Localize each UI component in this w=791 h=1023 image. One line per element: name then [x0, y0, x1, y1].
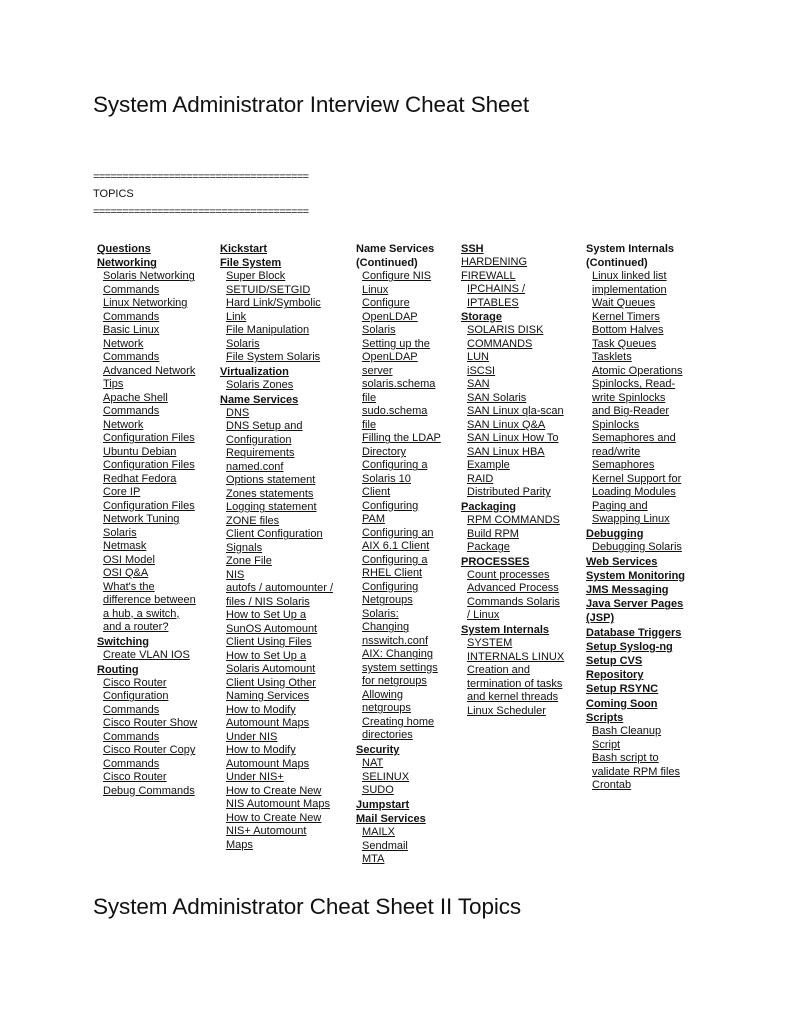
topic-link[interactable]: Link: [226, 310, 247, 323]
topic-link[interactable]: Configure: [362, 297, 410, 310]
section-heading-link[interactable]: Coming Soon: [586, 697, 658, 710]
topic-link[interactable]: read/write: [592, 445, 641, 458]
section-heading-link[interactable]: Name Services: [220, 393, 299, 406]
topic-link[interactable]: Configuring an: [362, 526, 434, 539]
topic-link[interactable]: / Linux: [467, 609, 500, 622]
topic-link[interactable]: Cisco Router: [103, 676, 167, 689]
topic-link[interactable]: Tips: [103, 378, 124, 391]
topic-link[interactable]: RAID: [467, 472, 494, 485]
topic-link[interactable]: Solaris: [362, 324, 396, 337]
section-heading-link[interactable]: Repository: [586, 669, 644, 682]
section-heading-link[interactable]: Networking: [97, 257, 157, 270]
topic-link[interactable]: Setting up the: [362, 337, 430, 350]
topic-link[interactable]: NIS Automount Maps: [226, 798, 330, 811]
topic-link[interactable]: Atomic Operations: [592, 364, 683, 377]
topic-link[interactable]: nsswitch.conf: [362, 634, 429, 647]
topic-link[interactable]: file: [362, 391, 377, 404]
topic-link[interactable]: LUN: [467, 351, 490, 364]
topic-link[interactable]: Options statement: [226, 474, 316, 487]
section-heading-link[interactable]: File System: [220, 257, 282, 270]
topic-link[interactable]: write Spinlocks: [592, 391, 666, 404]
topic-link[interactable]: Ubuntu Debian: [103, 445, 177, 458]
topic-link[interactable]: Package: [467, 541, 510, 554]
topic-link[interactable]: Creation and: [467, 664, 530, 677]
topic-link[interactable]: IPCHAINS /: [467, 283, 526, 296]
topic-link[interactable]: file: [362, 418, 377, 431]
topic-link[interactable]: OpenLDAP: [362, 310, 418, 323]
topic-link[interactable]: Under NIS: [226, 730, 278, 743]
section-heading-link[interactable]: Jumpstart: [356, 798, 410, 811]
topic-link[interactable]: implementation: [592, 283, 667, 296]
topic-link[interactable]: autofs / automounter /: [226, 582, 334, 595]
topic-link[interactable]: Count processes: [467, 568, 550, 581]
topic-link[interactable]: for netgroups: [362, 675, 427, 688]
topic-link[interactable]: OSI Q&A: [103, 567, 149, 580]
section-heading-link[interactable]: Setup Syslog-ng: [586, 640, 673, 653]
section-heading-link[interactable]: Scripts: [586, 711, 624, 724]
topic-link[interactable]: sudo.schema: [362, 405, 428, 418]
section-heading-link[interactable]: Switching: [97, 635, 149, 648]
topic-link[interactable]: Configuring a: [362, 553, 428, 566]
topic-link[interactable]: Spinlocks: [592, 418, 640, 431]
topic-link[interactable]: Distributed Parity: [467, 486, 551, 499]
section-heading-link[interactable]: Setup RSYNC: [586, 683, 659, 696]
topic-link[interactable]: PAM: [362, 513, 386, 526]
topic-link[interactable]: NIS: [226, 568, 245, 581]
section-heading-link[interactable]: Mail Services: [356, 812, 426, 825]
topic-link[interactable]: Bash Cleanup: [592, 725, 662, 738]
topic-link[interactable]: Semaphores and: [592, 432, 676, 445]
topic-link[interactable]: Commands: [103, 730, 160, 743]
divider-top: =====================================: [93, 171, 309, 183]
topic-link[interactable]: Changing: [362, 621, 410, 634]
topic-link[interactable]: Naming Services: [226, 690, 310, 703]
topic-link[interactable]: Configure NIS: [362, 270, 432, 283]
topic-link[interactable]: Zone File: [226, 555, 272, 568]
topic-link[interactable]: How to Set Up a: [226, 649, 307, 662]
topic-link[interactable]: Creating home: [362, 715, 435, 728]
topic-link[interactable]: and a router?: [103, 621, 169, 634]
topic-link[interactable]: Configuration Files: [103, 499, 195, 512]
topic-link[interactable]: Paging and: [592, 499, 648, 512]
topic-column-5: [586, 242, 712, 793]
topic-link[interactable]: Solaris: [226, 337, 260, 350]
section-heading-link[interactable]: Questions: [97, 243, 151, 255]
topic-link[interactable]: Apache Shell: [103, 391, 168, 404]
topic-link[interactable]: Advanced Process: [467, 582, 559, 595]
topic-link[interactable]: Redhat Fedora: [103, 472, 177, 485]
topic-link[interactable]: Bash script to: [592, 752, 659, 765]
topic-link[interactable]: SAN Linux How To: [467, 432, 559, 445]
topic-link[interactable]: Commands: [103, 703, 160, 716]
topic-link[interactable]: Commands: [103, 757, 160, 770]
topic-link[interactable]: AIX: Changing: [362, 648, 433, 661]
topic-link[interactable]: system settings: [362, 661, 438, 674]
topic-link[interactable]: Configuration: [226, 433, 292, 446]
topic-link[interactable]: Bottom Halves: [592, 324, 664, 337]
topic-link[interactable]: HARDENING: [461, 256, 528, 269]
topic-column-2: [220, 242, 346, 852]
topic-link[interactable]: difference between: [103, 594, 196, 607]
topic-link[interactable]: SAN Linux HBA: [467, 445, 545, 458]
topic-link[interactable]: files / NIS Solaris: [226, 595, 310, 608]
topic-link[interactable]: Kernel Timers: [592, 310, 660, 323]
topic-link[interactable]: Automount Maps: [226, 717, 310, 730]
topic-link[interactable]: How to Create New: [226, 811, 322, 824]
topic-link[interactable]: Network Tuning: [103, 513, 180, 526]
section-heading-link[interactable]: (JSP): [586, 612, 615, 625]
topic-link[interactable]: SAN Linux qla-scan: [467, 405, 564, 418]
topic-column-4: [461, 242, 587, 718]
topic-link[interactable]: Linux Networking: [103, 297, 188, 310]
section-heading-link[interactable]: SSH: [461, 243, 484, 255]
topic-column-1: [97, 242, 223, 798]
topic-link[interactable]: RHEL Client: [362, 567, 423, 580]
topic-link[interactable]: FIREWALL: [461, 269, 516, 282]
topic-link[interactable]: named.conf: [226, 460, 284, 473]
topic-link[interactable]: DNS Setup and: [226, 420, 303, 433]
topic-link[interactable]: Linux Scheduler: [467, 704, 546, 717]
topic-link[interactable]: Client Using Files: [226, 636, 312, 649]
topic-link[interactable]: Loading Modules: [592, 486, 676, 499]
section-heading-link[interactable]: Kickstart: [220, 243, 268, 255]
topic-link[interactable]: Commands: [103, 405, 160, 418]
topic-link[interactable]: OSI Model: [103, 553, 155, 566]
topic-link[interactable]: SUDO: [362, 784, 394, 797]
section-heading-link[interactable]: Database Triggers: [586, 626, 682, 639]
topic-link[interactable]: Filling the LDAP: [362, 432, 441, 445]
section-heading-link[interactable]: Debugging: [586, 527, 644, 540]
topic-link[interactable]: Automount Maps: [226, 757, 310, 770]
topic-link[interactable]: Cisco Router Show: [103, 717, 198, 730]
topic-link[interactable]: Debug Commands: [103, 784, 195, 797]
topic-link[interactable]: Client: [362, 486, 391, 499]
topic-link[interactable]: Solaris Networking: [103, 270, 195, 283]
section-heading: (Continued): [586, 257, 648, 270]
topic-link[interactable]: Hard Link/Symbolic: [226, 297, 321, 310]
topic-link[interactable]: Network: [103, 337, 144, 350]
topic-link[interactable]: and Big-Reader: [592, 405, 670, 418]
topic-link[interactable]: Crontab: [592, 779, 632, 792]
topic-link[interactable]: SAN: [467, 378, 490, 391]
topic-link[interactable]: Netmask: [103, 540, 147, 553]
page-title: System Administrator Interview Cheat Sheet: [93, 92, 529, 117]
section-heading-link[interactable]: System Monitoring: [586, 569, 686, 582]
topic-link[interactable]: Commands: [103, 283, 160, 296]
divider-bottom: =====================================: [93, 206, 309, 218]
topic-link[interactable]: Advanced Network: [103, 364, 196, 377]
section-heading-link[interactable]: Web Services: [586, 555, 658, 568]
section-heading-link[interactable]: Routing: [97, 663, 139, 676]
topic-link[interactable]: Cisco Router: [103, 771, 167, 784]
topic-link[interactable]: Basic Linux: [103, 324, 160, 337]
section-heading-link[interactable]: Packaging: [461, 500, 517, 513]
section-heading: Name Services: [356, 243, 435, 255]
topic-link[interactable]: iSCSI: [467, 364, 496, 377]
topic-link[interactable]: File Manipulation: [226, 324, 310, 337]
topic-link[interactable]: How to Modify: [226, 744, 296, 757]
topic-link[interactable]: Under NIS+: [226, 771, 284, 784]
topic-link[interactable]: Zones statements: [226, 487, 314, 500]
topic-link[interactable]: Configuration Files: [103, 432, 195, 445]
topic-link[interactable]: directories: [362, 729, 413, 742]
topic-link[interactable]: Commands: [103, 310, 160, 323]
topic-link[interactable]: How to Set Up a: [226, 609, 307, 622]
topic-link[interactable]: Spinlocks, Read-: [592, 378, 676, 391]
section-heading-link[interactable]: Setup CVS: [586, 655, 643, 668]
topic-link[interactable]: Netgroups: [362, 594, 413, 607]
topic-link[interactable]: Commands: [103, 351, 160, 364]
topic-link[interactable]: Solaris 10: [362, 472, 411, 485]
topic-link[interactable]: Commands Solaris: [467, 595, 560, 608]
topic-link[interactable]: Script: [592, 738, 621, 751]
topic-link[interactable]: server: [362, 364, 393, 377]
topic-link[interactable]: Configuration: [103, 690, 169, 703]
topic-link[interactable]: Allowing: [362, 688, 403, 701]
topic-link[interactable]: IPTABLES: [467, 296, 519, 309]
topic-link[interactable]: File System Solaris: [226, 351, 321, 364]
topic-link[interactable]: NAT: [362, 757, 384, 770]
topic-link[interactable]: SAN Linux Q&A: [467, 418, 546, 431]
topic-link[interactable]: a hub, a switch,: [103, 607, 180, 620]
topic-link[interactable]: Linux linked list: [592, 270, 667, 283]
topic-link[interactable]: Directory: [362, 445, 407, 458]
topic-link[interactable]: What's the: [103, 580, 155, 593]
topic-link[interactable]: Super Block: [226, 270, 286, 283]
topic-link[interactable]: Configuring: [362, 499, 419, 512]
section-heading-link[interactable]: Security: [356, 743, 400, 756]
topic-link[interactable]: AIX 6.1 Client: [362, 540, 430, 553]
topic-link[interactable]: Wait Queues: [592, 297, 656, 310]
topic-link[interactable]: Create VLAN IOS: [103, 649, 190, 662]
topic-link[interactable]: termination of tasks: [467, 677, 563, 690]
section-heading: System Internals: [586, 243, 675, 255]
topic-link[interactable]: Configuration Files: [103, 459, 195, 472]
topics-label: TOPICS: [93, 188, 134, 200]
topic-link[interactable]: DNS: [226, 406, 250, 419]
topic-link[interactable]: ZONE files: [226, 514, 280, 527]
topic-link[interactable]: Swapping Linux: [592, 513, 670, 526]
topic-link[interactable]: Client Configuration: [226, 528, 323, 541]
topic-link[interactable]: and kernel threads: [467, 691, 559, 704]
topic-link[interactable]: Logging statement: [226, 501, 317, 514]
topic-link[interactable]: Solaris: [103, 526, 137, 539]
topic-link[interactable]: RPM COMMANDS: [467, 514, 560, 527]
topic-link[interactable]: Semaphores: [592, 459, 655, 472]
section-heading-link[interactable]: Virtualization: [220, 365, 289, 378]
topic-link[interactable]: Configuring: [362, 580, 419, 593]
topic-link[interactable]: Solaris Automount: [226, 663, 316, 676]
section-heading-link[interactable]: Storage: [461, 311, 502, 324]
topic-link[interactable]: Sendmail: [362, 839, 408, 852]
topic-link[interactable]: Cisco Router Copy: [103, 744, 196, 757]
topic-link[interactable]: Debugging Solaris: [592, 541, 682, 554]
topic-link[interactable]: SETUID/SETGID: [226, 283, 311, 296]
topic-link[interactable]: Build RPM: [467, 527, 519, 540]
topic-link[interactable]: OpenLDAP: [362, 351, 418, 364]
topic-link[interactable]: INTERNALS LINUX: [467, 650, 565, 663]
topic-link[interactable]: Solaris:: [362, 607, 399, 620]
topic-link[interactable]: MAILX: [362, 826, 396, 839]
topic-link[interactable]: SAN Solaris: [467, 391, 527, 404]
topic-link[interactable]: validate RPM files: [592, 765, 681, 778]
topic-link[interactable]: Kernel Support for: [592, 472, 682, 485]
topic-link[interactable]: Solaris Zones: [226, 379, 294, 392]
topic-link[interactable]: Signals: [226, 541, 263, 554]
topic-link[interactable]: SunOS Automount: [226, 622, 318, 635]
topic-link[interactable]: Client Using Other: [226, 676, 316, 689]
topic-link[interactable]: SELINUX: [362, 770, 410, 783]
topic-link[interactable]: Maps: [226, 838, 253, 851]
section-heading-link[interactable]: System Internals: [461, 623, 550, 636]
topic-link[interactable]: Requirements: [226, 447, 295, 460]
topic-link[interactable]: Linux: [362, 283, 389, 296]
section-heading-link[interactable]: PROCESSES: [461, 555, 530, 568]
section-title-2: System Administrator Cheat Sheet II Topics: [93, 894, 522, 919]
topic-link[interactable]: Core IP: [103, 486, 141, 499]
section-heading: (Continued): [356, 257, 418, 270]
topic-link[interactable]: netgroups: [362, 702, 411, 715]
topic-link[interactable]: Configuring a: [362, 459, 428, 472]
topic-link[interactable]: Tasklets: [592, 351, 632, 364]
topic-link[interactable]: Task Queues: [592, 337, 657, 350]
topic-link[interactable]: NIS+ Automount: [226, 825, 307, 838]
topic-link[interactable]: Network: [103, 418, 144, 431]
section-heading-link[interactable]: Java Server Pages: [586, 598, 684, 611]
topic-link[interactable]: How to Create New: [226, 784, 322, 797]
topic-link[interactable]: MTA: [362, 853, 385, 866]
topic-link[interactable]: SYSTEM: [467, 637, 513, 650]
topic-link[interactable]: Example: [467, 459, 510, 472]
topic-link[interactable]: COMMANDS: [467, 337, 533, 350]
topic-link[interactable]: How to Modify: [226, 703, 296, 716]
topic-link[interactable]: solaris.schema: [362, 378, 436, 391]
topic-link[interactable]: SOLARIS DISK: [467, 324, 544, 337]
section-heading-link[interactable]: JMS Messaging: [586, 584, 669, 597]
